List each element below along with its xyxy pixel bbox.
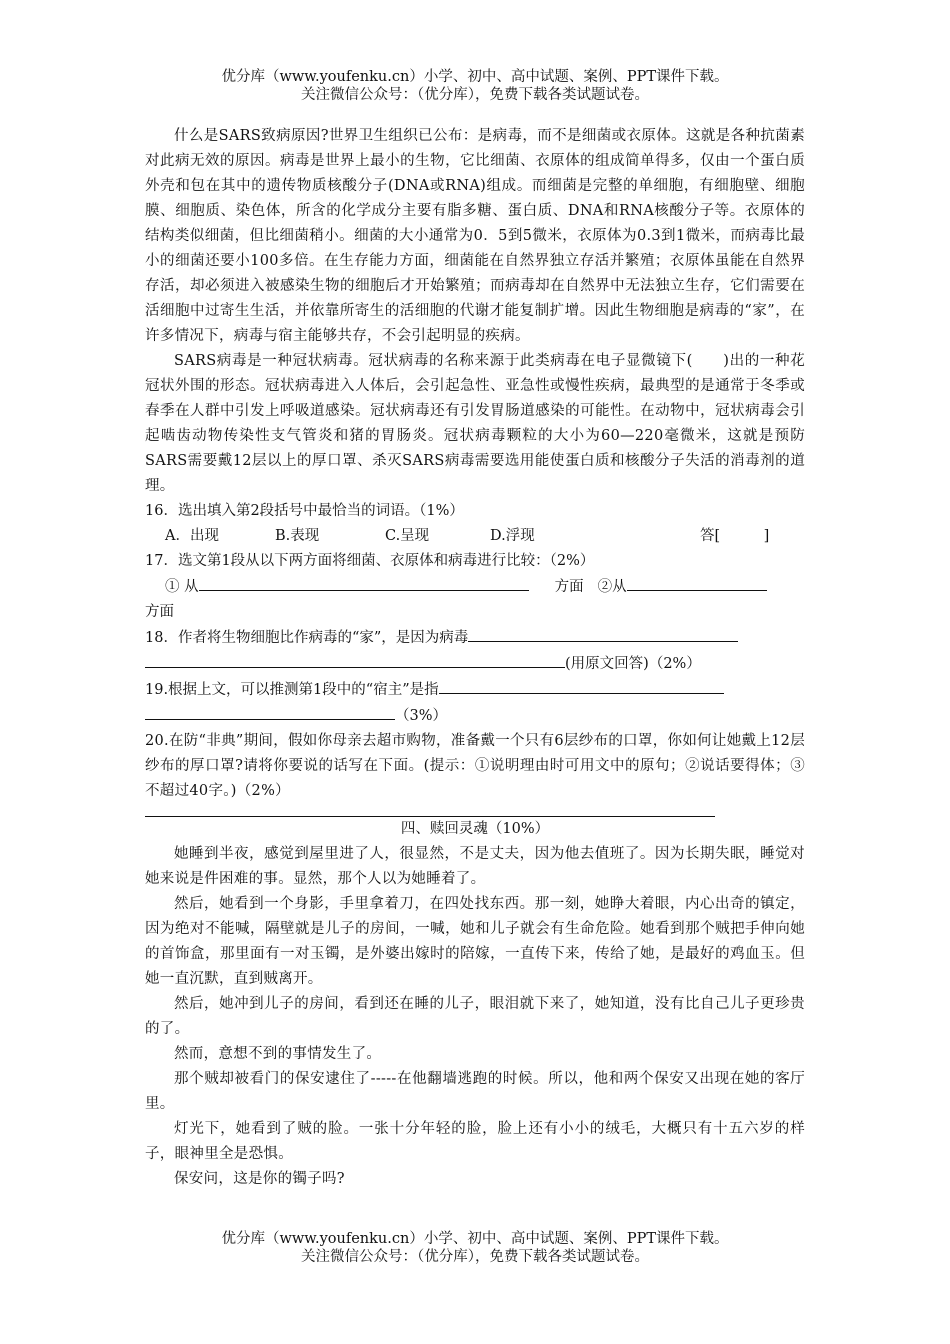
q17-blank-1[interactable]	[199, 574, 529, 591]
story-paragraph-7: 保安问，这是你的镯子吗?	[174, 1171, 345, 1187]
q18-blank-2[interactable]	[145, 651, 565, 668]
story-paragraph-3: 然后，她冲到儿子的房间，看到还在睡的儿子，眼泪就下来了，她知道，没有比自己儿子更珍贵的了。	[145, 996, 805, 1037]
story-paragraph-5: 那个贼却被看门的保安逮住了-----在他翻墙逃跑的时候。所以，他和两个保安又出现在她的客厅里。	[145, 1071, 805, 1112]
question-16: 16．选出填入第2段括号中最恰当的词语。（1%）	[145, 503, 464, 519]
q17-blank-2[interactable]	[627, 574, 767, 591]
q17-from-1: ① 从	[165, 579, 199, 595]
option-a: A．出现	[165, 528, 219, 544]
section-4-title: 四、赎回灵魂（10%）	[400, 821, 550, 837]
page-header	[0, 68, 950, 104]
question-17: 17．选文第1段从以下两方面将细菌、衣原体和病毒进行比较：（2%）	[145, 553, 595, 569]
question-20: 20.在防“非典”期间，假如你母亲去超市购物，准备戴一个只有6层纱布的口罩，你如何让她戴上12层纱布的厚口罩?请将你要说的话写在下面。(提示：①说明理由时可用文中的原句；②说话要得体；③不超过40字。)（2%）	[145, 733, 805, 799]
q19-blank-1[interactable]	[439, 677, 724, 694]
q19-blank-2[interactable]	[145, 703, 395, 720]
question-19-line-2	[145, 703, 805, 729]
story-paragraph-1: 她睡到半夜，感觉到屋里进了人，很显然，不是丈夫，因为他去值班了。因为长期失眠，睡觉对她来说是件困难的事。显然，那个人以为她睡着了。	[145, 846, 805, 887]
story-paragraph-2: 然后，她看到一个身影，手里拿着刀，在四处找东西。那一刻，她睁大着眼，内心出奇的镇定，因为绝对不能喊，隔壁就是儿子的房间，一喊，她和儿子就会有生命危险。她看到那个贼把手伸向她的首饰盒，那里面有一对玉镯，是外婆出嫁时的陪嫁，一直传下来，传给了她，是最好的鸡血玉。但她一直沉默，直到贼离开。	[145, 896, 805, 987]
page-footer	[0, 1230, 950, 1266]
q17-aspect-1: 方面	[554, 579, 584, 595]
answer-bracket: 答[ ]	[700, 528, 770, 544]
story-paragraph-4: 然而，意想不到的事情发生了。	[174, 1046, 382, 1062]
q18-blank-1[interactable]	[468, 625, 738, 642]
story-paragraph-6: 灯光下，她看到了贼的脸。一张十分年轻的脸，脸上还有小小的绒毛，大概只有十五六岁的样子，眼神里全是恐惧。	[145, 1121, 805, 1162]
q18-text: 18．作者将生物细胞比作病毒的“家”，是因为病毒	[145, 630, 469, 646]
header-line-1: 优分库（www.youfenku.cn）小学、初中、高中试题、案例、PPT课件下载。	[221, 69, 729, 85]
question-18	[145, 625, 805, 651]
option-b: B.表现	[275, 528, 320, 544]
passage-paragraph-1: 什么是SARS致病原因?世界卫生组织已公布：是病毒，而不是细菌或衣原体。这就是各种抗菌素对此病无效的原因。病毒是世界上最小的生物，它比细菌、衣原体的组成简单得多，仅由一个蛋白质外壳和包在其中的遗传物质核酸分子(DNA或RNA)组成。而细菌是完整的单细胞，有细胞壁、细胞膜、细胞质、染色体，所含的化学成分主要有脂多糖、蛋白质、DNA和RNA核酸分子等。衣原体的结构类似细菌，但比细菌稍小。细菌的大小通常为0．5到5微米，衣原体为0.3到1微米，而病毒比最小的细菌还要小100多倍。在生存能力方面，细菌能在自然界独立存活并繁殖；衣原体虽能在自然界存活，却必须进入被感染生物的细胞后才开始繁殖；而病毒却在自然界中无法独立生存，它们需要在活细胞中过寄生生活，并依靠所寄生的活细胞的代谢才能复制扩增。因此生物细胞是病毒的“家”，在许多情况下，病毒与宿主能够共存，不会引起明显的疾病。	[145, 128, 805, 344]
question-18-line-2	[145, 651, 805, 677]
option-c: C.呈现	[385, 528, 430, 544]
question-16-options	[145, 524, 805, 549]
header-line-2: 关注微信公众号：（优分库），免费下载各类试题试卷。	[301, 87, 649, 103]
question-17-blanks	[145, 574, 805, 600]
question-19	[145, 677, 805, 703]
q17-aspect-2: 方面	[145, 604, 174, 620]
exam-page-body	[145, 124, 805, 1192]
q19-score: （3%）	[395, 708, 448, 724]
footer-line-2: 关注微信公众号：（优分库），免费下载各类试题试卷。	[301, 1249, 649, 1265]
q20-answer-line[interactable]	[145, 804, 715, 817]
passage-paragraph-2: SARS病毒是一种冠状病毒。冠状病毒的名称来源于此类病毒在电子显微镜下( )出的一种花冠状外围的形态。冠状病毒进入人体后，会引起急性、亚急性或慢性疾病，最典型的是通常于冬季或春季在人群中引发上呼吸道感染。冠状病毒还有引发胃肠道感染的可能性。在动物中，冠状病毒会引起啮齿动物传染性支气管炎和猪的胃肠炎。冠状病毒颗粒的大小为60—220毫微米，这就是预防SARS需要戴12层以上的厚口罩、杀灭SARS病毒需要选用能使蛋白质和核酸分子失活的消毒剂的道理。	[145, 353, 805, 494]
q19-text: 19.根据上文，可以推测第1段中的“宿主”是指	[145, 682, 439, 698]
option-d: D.浮现	[490, 528, 535, 544]
q17-from-2: ②从	[597, 579, 627, 595]
footer-line-1: 优分库（www.youfenku.cn）小学、初中、高中试题、案例、PPT课件下载。	[221, 1231, 729, 1247]
q18-note: (用原文回答)（2%）	[565, 656, 701, 672]
